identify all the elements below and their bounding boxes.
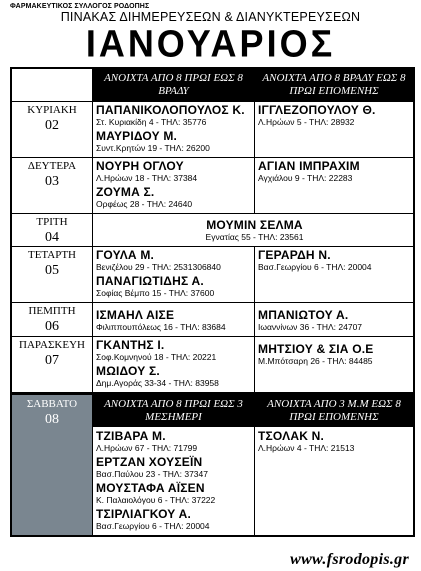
day-number: 03	[45, 174, 59, 189]
pharmacy-address: Μ.Μπότσαρη 26 - ΤΗΛ: 84485	[258, 356, 373, 366]
night-shift-cell	[255, 303, 413, 336]
day-row	[12, 246, 413, 302]
pharmacy-address: Βασ.Γεωργίου 6 - ΤΗΛ: 20004	[96, 521, 210, 531]
pharmacy-name: ΤΣΙΡΛΙΑΓΚΟΥ Α.	[96, 507, 192, 521]
pharmacy-entry	[258, 429, 413, 453]
pharmacy-name: ΜΟΥΜΙΝ ΣΕΛΜΑ	[206, 218, 303, 232]
pharmacy-name: ΑΓΙΑΝ ΙΜΠΡΑΧΙΜ	[258, 159, 360, 173]
day-number: 06	[45, 319, 59, 334]
saturday-row	[12, 392, 413, 535]
pharmacy-entry	[96, 129, 254, 153]
pharmacy-name: ΤΖΙΒΑΡΑ Μ.	[96, 429, 166, 443]
pharmacy-entry	[96, 364, 254, 388]
day-cell	[12, 158, 93, 213]
full-day-cell	[93, 214, 413, 246]
pharmacy-entry	[96, 481, 254, 505]
pharmacy-address: Σοφ.Κομνηνού 18 - ΤΗΛ: 20221	[96, 352, 217, 362]
pharmacy-entry	[96, 103, 254, 127]
month-title: ΙΑΝΟΥΑΡΙΟΣ	[85, 21, 336, 65]
day-number: 05	[45, 263, 59, 278]
day-name: ΤΕΤΑΡΤΗ	[27, 249, 76, 261]
day-number: 07	[45, 353, 59, 368]
pharmacy-entry	[96, 185, 254, 209]
pharmacy-entry	[96, 429, 254, 453]
day-number: 02	[45, 118, 59, 133]
pharmacy-entry	[96, 455, 254, 479]
day-name: ΚΥΡΙΑΚΗ	[27, 104, 77, 116]
organization-label: ΦΑΡΜΑΚΕΥΤΙΚΟΣ ΣΥΛΛΟΓΟΣ ΡΟΔΟΠΗΣ	[10, 3, 150, 10]
pharmacy-address: Κ. Παλαιολόγου 6 - ΤΗΛ: 37222	[96, 495, 216, 505]
day-row	[12, 213, 413, 246]
pharmacy-address: Ορφέως 28 - ΤΗΛ: 24640	[96, 199, 193, 209]
day-cell	[12, 303, 93, 336]
day-shift-cell	[93, 303, 255, 336]
day-name: ΣΑΒΒΑΤΟ	[26, 398, 78, 410]
pharmacy-name: ΠΑΝΑΓΙΩΤΙΔΗΣ Α.	[96, 274, 204, 288]
pharmacy-address: Φιλιππουπόλεως 16 - ΤΗΛ: 83684	[96, 322, 226, 332]
pharmacy-name: ΜΗΤΣΙΟΥ & ΣΙΑ Ο.Ε	[258, 342, 374, 356]
pharmacy-name: ΤΣΟΛΑΚ Ν.	[258, 429, 325, 443]
day-cell-saturday	[12, 395, 93, 535]
saturday-day-shift-cell	[93, 395, 255, 535]
header-row	[12, 69, 413, 101]
pharmacy-name: ΓΟΥΛΑ Μ.	[96, 248, 155, 262]
pharmacy-name: ΜΩΙΔΟΥ Σ.	[96, 364, 160, 378]
day-cell	[12, 214, 93, 246]
pharmacy-name: ΜΑΥΡΙΔΟΥ Μ.	[96, 129, 178, 143]
day-shift-cell	[93, 102, 255, 157]
pharmacy-name: ΕΡΤΖΑΝ ΧΟΥΣΕΪΝ	[96, 455, 203, 469]
pharmacy-address: Βενιζέλου 29 - ΤΗΛ: 2531306840	[96, 262, 221, 272]
pharmacy-address: Ιωαννίνων 36 - ΤΗΛ: 24707	[258, 322, 363, 332]
day-name: ΤΡΙΤΗ	[36, 216, 68, 228]
day-row	[12, 101, 413, 157]
day-number: 04	[45, 230, 59, 245]
day-row	[12, 157, 413, 213]
day-cell	[12, 247, 93, 302]
pharmacy-address: Σοφίας Βέμπο 15 - ΤΗΛ: 37600	[96, 288, 215, 298]
pharmacy-name: ΓΚΑΝΤΗΣ Ι.	[96, 338, 165, 352]
pharmacy-address: Συντ.Κρητών 19 - ΤΗΛ: 26200	[96, 143, 210, 153]
pharmacy-address: Στ. Κυριακίδη 4 - ΤΗΛ: 35776	[96, 117, 207, 127]
day-name: ΔΕΥΤΕΡΑ	[27, 160, 77, 172]
website-url: www.fsrodopis.gr	[290, 551, 409, 568]
pharmacy-entry	[96, 248, 254, 272]
pharmacy-entry	[96, 304, 254, 332]
pharmacy-entry	[96, 159, 254, 183]
day-cell	[12, 337, 93, 392]
header-night-shift: ΑΝΟΙΧΤΑ ΑΠΟ 8 ΒΡΑΔΥ ΕΩΣ 8 ΠΡΩΙ ΕΠΟΜΕΝΗΣ	[255, 69, 413, 101]
schedule-table	[10, 67, 415, 537]
pharmacy-address: Βασ.Γεωργίου 6 - ΤΗΛ: 20004	[258, 262, 372, 272]
pharmacy-address: Λ.Ηρώων 67 - ΤΗΛ: 71799	[96, 443, 198, 453]
pharmacy-address: Αγχιάλου 9 - ΤΗΛ: 22283	[258, 173, 353, 183]
day-shift-cell	[93, 337, 255, 392]
header-saturday-night: ΑΝΟΙΧΤΑ ΑΠΟ 3 Μ.Μ ΕΩΣ 8 ΠΡΩΙ ΕΠΟΜΕΝΗΣ	[255, 395, 413, 427]
pharmacy-entry	[96, 507, 254, 531]
pharmacy-name: ΙΓΓΛΕΖΟΠΟΥΛΟΥ Θ.	[258, 103, 376, 117]
pharmacy-entry	[258, 304, 413, 332]
pharmacy-address: Λ.Ηρώων 5 - ΤΗΛ: 28932	[258, 117, 355, 127]
day-name: ΠΕΜΠΤΗ	[28, 305, 76, 317]
pharmacy-address: Δημ.Αγοράς 33-34 - ΤΗΛ: 83958	[96, 378, 219, 388]
pharmacy-address: Λ.Ηρώων 18 - ΤΗΛ: 37384	[96, 173, 198, 183]
day-shift-cell	[93, 247, 255, 302]
pharmacy-name: ΝΟΥΡΗ ΟΓΛΟΥ	[96, 159, 184, 173]
day-cell	[12, 102, 93, 157]
pharmacy-entry	[96, 274, 254, 298]
table-subtitle: ΠΙΝΑΚΑΣ ΔΙΗΜΕΡΕΥΣΕΩΝ & ΔΙΑΝΥΚΤΕΡΕΥΣΕΩΝ	[60, 10, 361, 24]
day-row	[12, 302, 413, 336]
pharmacy-name: ΠΑΠΑΝΙΚΟΛΟΠΟΥΛΟΣ Κ.	[96, 103, 245, 117]
night-shift-cell	[255, 158, 413, 213]
day-shift-cell	[93, 158, 255, 213]
pharmacy-name: ΜΟΥΣΤΑΦΑ ΑΪΣΕΝ	[96, 481, 205, 495]
pharmacy-entry	[258, 159, 413, 183]
pharmacy-name: ΖΟΥΜΑ Σ.	[96, 185, 155, 199]
pharmacy-address: Εγνατίας 55 - ΤΗΛ: 23561	[205, 232, 304, 242]
night-shift-cell	[255, 337, 413, 392]
pharmacy-entry	[258, 103, 413, 127]
night-shift-cell	[255, 247, 413, 302]
pharmacy-entry	[96, 215, 413, 242]
pharmacy-name: ΙΣΜΑΗΛ ΑΙΣΕ	[96, 308, 175, 322]
saturday-night-shift-cell	[255, 395, 413, 535]
pharmacy-address: Βασ.Παύλου 23 - ΤΗΛ: 37347	[96, 469, 208, 479]
pharmacy-entry	[258, 248, 413, 272]
pharmacy-name: ΓΕΡΑΡΔΗ Ν.	[258, 248, 331, 262]
day-name: ΠΑΡΑΣΚΕΥΗ	[19, 339, 85, 351]
pharmacy-address: Λ.Ηρώων 4 - ΤΗΛ: 21513	[258, 443, 355, 453]
header-blank	[12, 69, 93, 101]
pharmacy-name: ΜΠΑΝΙΩΤΟΥ Α.	[258, 308, 349, 322]
night-shift-cell	[255, 102, 413, 157]
day-row	[12, 336, 413, 392]
header-saturday-day: ΑΝΟΙΧΤΑ ΑΠΟ 8 ΠΡΩΙ ΕΩΣ 3 ΜΕΣΗΜΕΡΙ	[93, 395, 254, 427]
pharmacy-entry	[258, 338, 413, 366]
header-day-shift: ΑΝΟΙΧΤΑ ΑΠΟ 8 ΠΡΩΙ ΕΩΣ 8 ΒΡΑΔΥ	[93, 69, 255, 101]
day-number: 08	[45, 412, 59, 427]
pharmacy-entry	[96, 338, 254, 362]
